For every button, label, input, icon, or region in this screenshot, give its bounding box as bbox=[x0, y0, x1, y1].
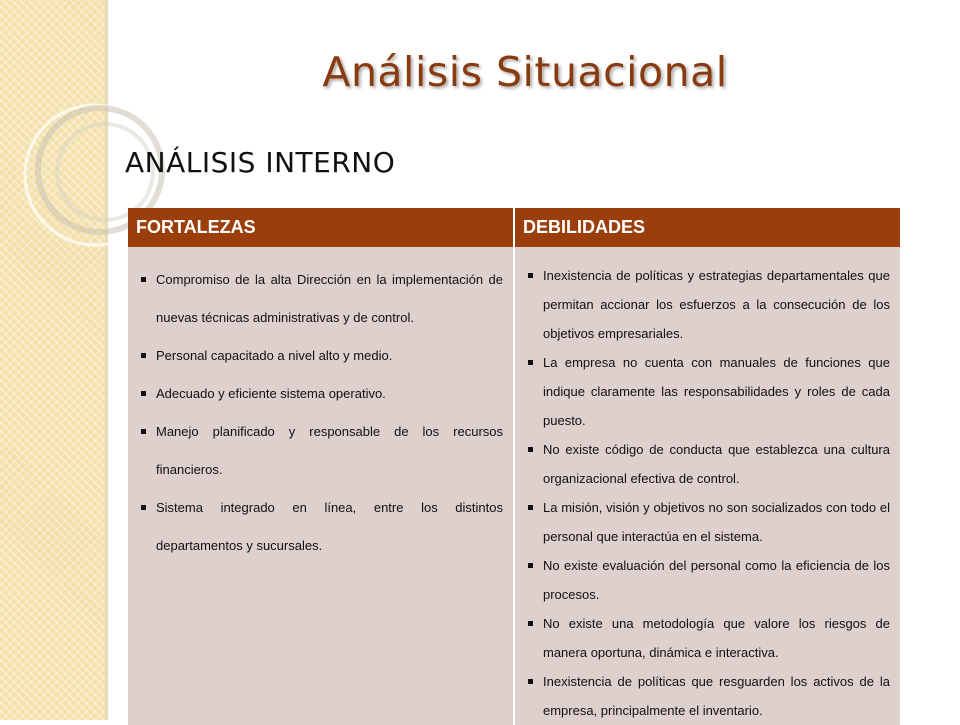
debilidad-item: No existe evaluación del personal como la eficiencia de los procesos. bbox=[525, 551, 890, 609]
debilidad-item: Inexistencia de políticas que resguarden los activos de la empresa, principalmente el inventario. bbox=[525, 667, 890, 725]
fortalezas-cell bbox=[128, 247, 514, 725]
debilidad-item: Inexistencia de políticas y estrategias departamentales que permitan accionar los esfuerzos a la consecución de los objetivos empresariales. bbox=[525, 261, 890, 348]
debilidad-item: La misión, visión y objetivos no son socializados con todo el personal que interactúa en el sistema. bbox=[525, 493, 890, 551]
swot-table bbox=[128, 208, 900, 720]
section-heading: ANÁLISIS INTERNO bbox=[125, 146, 396, 179]
debilidades-list bbox=[525, 261, 890, 725]
slide-title: Análisis Situacional bbox=[322, 48, 728, 96]
debilidades-cell bbox=[514, 247, 900, 725]
fortaleza-item: Adecuado y eficiente sistema operativo. bbox=[138, 375, 503, 413]
debilidad-item: No existe código de conducta que establezca una cultura organizacional efectiva de control. bbox=[525, 435, 890, 493]
header-fortalezas: FORTALEZAS bbox=[128, 208, 514, 247]
fortaleza-item: Manejo planificado y responsable de los recursos financieros. bbox=[138, 413, 503, 489]
debilidad-item: No existe una metodología que valore los riesgos de manera oportuna, dinámica e interactiva. bbox=[525, 609, 890, 667]
debilidad-item: La empresa no cuenta con manuales de funciones que indique claramente las responsabilidades y roles de cada puesto. bbox=[525, 348, 890, 435]
fortaleza-item: Compromiso de la alta Dirección en la implementación de nuevas técnicas administrativas y de control. bbox=[138, 261, 503, 337]
fortaleza-item: Sistema integrado en línea, entre los distintos departamentos y sucursales. bbox=[138, 489, 503, 565]
header-debilidades: DEBILIDADES bbox=[514, 208, 900, 247]
fortaleza-item: Personal capacitado a nivel alto y medio. bbox=[138, 337, 503, 375]
fortalezas-list bbox=[138, 261, 503, 565]
